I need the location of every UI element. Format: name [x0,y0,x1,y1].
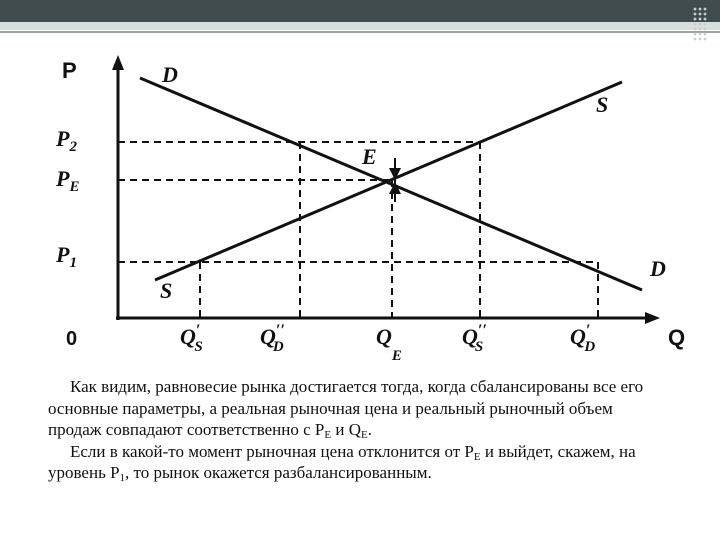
supply-curve [155,82,622,280]
supply-label-bottom: S [160,278,173,303]
qe-label [376,324,402,364]
qe-label-letter: Q [376,324,392,349]
caption-p2-text: Если в какой-то момент рыночная цена отклонится от P [70,441,474,461]
caption-text [48,376,668,484]
caption-paragraph-1 [48,376,668,441]
caption-p2-end: , то рынок окажется разбалансированным. [125,463,432,482]
caption-p2-sub2: 1 [119,472,126,484]
x-axis-label: Q [668,325,686,350]
caption-p1-sub1: E [324,429,332,441]
caption-p1-sub2: E [360,429,368,441]
pe-letter: P [56,166,70,191]
origin-label: 0 [66,328,78,350]
demand-label-top: D [162,62,178,87]
p1-letter: P [56,242,70,267]
p2-subscript: 2 [69,139,77,155]
caption-p2-mid: и выйдет, скажем, на уровень P [48,441,636,482]
qd-double-prime-label-prime: ′′ [275,322,285,339]
qs-double-prime-label-subscript: S [474,339,484,355]
qe-label-subscript: E [391,348,402,364]
caption-p1-end: . [367,420,372,439]
demand-label-bottom: D [650,256,666,281]
qd-double-prime-label-subscript: D [272,339,284,355]
supply-label-top: S [596,92,609,117]
pe-subscript: E [69,179,80,195]
qs-double-prime-label [462,322,487,355]
caption-p2-sub1: E [473,450,481,463]
p2-letter: P [56,126,70,151]
caption-paragraph-2 [48,441,668,484]
qs-prime-label-letter: Q [180,324,196,349]
qd-prime-label [570,322,595,355]
equilibrium-arrow-down [389,168,401,180]
caption-p1-mid: и Q [331,420,361,439]
p1-label [55,242,77,271]
caption-p1-text: Как видим, равновесие рынка достигается тогда, когда сбалансированы все его основные параметры, а реальная рыночная цена и реальный рыночный объем продаж совпадают соответственно с P [48,377,644,439]
quantity-labels [180,322,595,364]
qd-prime-label-prime: ′ [585,322,591,339]
qd-double-prime-label [260,322,285,355]
qd-prime-label-subscript: D [584,339,596,355]
y-axis-label: P [62,58,77,83]
pe-label [55,166,79,195]
qs-prime-label-prime: ′ [195,322,201,339]
p1-subscript: 1 [69,255,77,271]
y-axis-arrow [112,55,124,70]
qs-prime-label-subscript: S [194,339,203,355]
qs-prime-label [180,322,203,355]
qd-prime-label-letter: Q [570,324,586,349]
qs-double-prime-label-prime: ′′ [477,322,487,339]
qd-double-prime-label-letter: Q [260,324,276,349]
x-axis-arrow [645,312,660,324]
p2-label [55,126,77,155]
qs-double-prime-label-letter: Q [462,324,478,349]
equilibrium-label: E [362,144,377,169]
